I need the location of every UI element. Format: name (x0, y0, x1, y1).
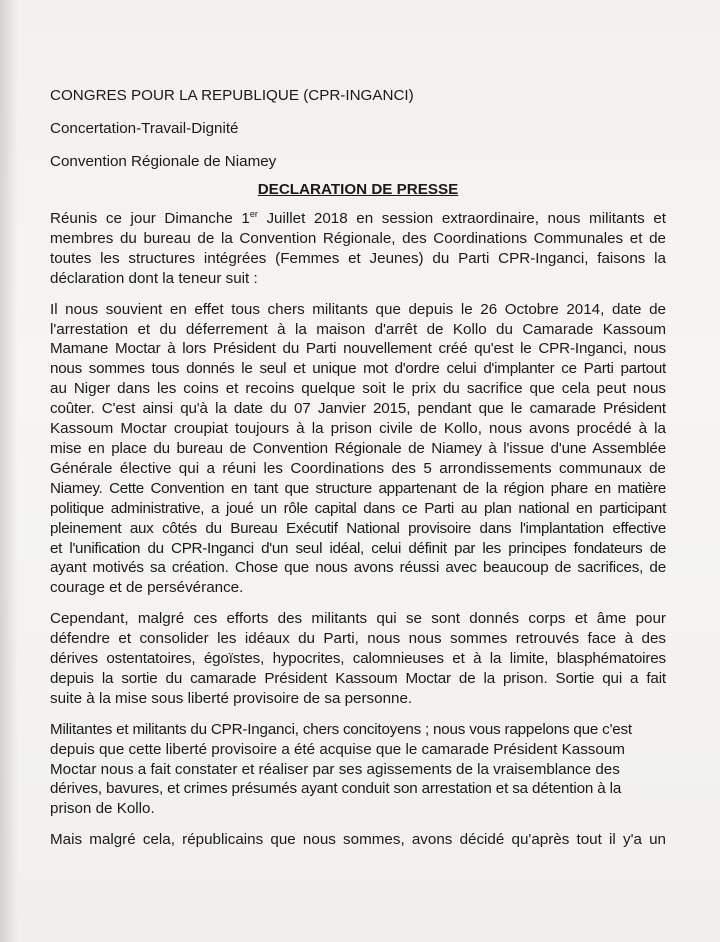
paragraph-2-line: et l'unification du CPR-Inganci d'un seul idéal, celui définit par les principes fondateurs de (50, 539, 666, 557)
paragraph-5-line: Mais malgré cela, républicains que nous sommes, avons décidé qu'après tout il y'a un (50, 831, 666, 849)
document-title: DECLARATION DE PRESSE (257, 181, 459, 198)
paragraph-4-line: prison de Kollo. (50, 800, 155, 818)
paragraph-2-line: Mamane Moctar à lors Président du Parti nouvellement créé qu'est le CPR-Inganci, nous (50, 340, 666, 358)
paragraph-2-line: au Niger dans les coins et recoins quelque soit le prix du sacrifice que cela peut nous (50, 380, 666, 398)
paragraph-3 (50, 609, 666, 709)
paragraph-2-line: politique administrative, a joué un rôle capital dans ce Parti au plan national en participant (50, 499, 666, 517)
paragraph-4-line: depuis que cette liberté provisoire a été acquise que le camarade Président Kassoum (50, 740, 625, 758)
paragraph-2-line: Générale élective qui a réuni les Coordinations des 5 arrondissements communaux de (50, 459, 666, 477)
paragraph-1-line: déclaration dont la teneur suit : (50, 269, 258, 287)
paragraph-2-line: Kassoum Moctar croupiat toujours à la prison civile de Kollo, nous avons procédé à la (50, 420, 666, 438)
paragraph-2-line: coûter. C'est ainsi qu'à la date du 07 Janvier 2015, pendant que le camarade Président (50, 400, 666, 418)
org-name: CONGRES POUR LA REPUBLIQUE (CPR-INGANCI) (50, 87, 414, 104)
paragraph-2-line: Il nous souvient en effet tous chers militants que depuis le 26 Octobre 2014, date de (50, 300, 666, 318)
paragraph-1-line-1: Réunis ce jour Dimanche 1er Juillet 2018 en session extraordinaire, nous militants et (50, 209, 666, 227)
motto: Concertation-Travail-Dignité (50, 120, 239, 137)
regional-convention: Convention Régionale de Niamey (50, 153, 277, 170)
paragraph-1-line: membres du bureau de la Convention Régionale, des Coordinations Communales et de (50, 229, 666, 247)
paragraph-2-line: courage et de persévérance. (50, 579, 244, 597)
paragraph-3-line: Cependant, malgré ces efforts des militants qui se sont donnés corps et âme pour (50, 610, 666, 628)
paragraph-2-line: ayant motivés sa création. Chose que nous avons réussi avec beaucoup de sacrifices, de (50, 559, 666, 577)
ordinal-superscript: er (249, 209, 258, 219)
paragraph-3-line: suite à la mise sous liberté provisoire de sa personne. (50, 689, 413, 707)
paragraph-2-line: mise en place du bureau de Convention Régionale de Niamey à l'issue d'une Assemblée (50, 439, 666, 457)
paragraph-4-line: dérives, bavures, et crimes présumés ayant conduit son arrestation et sa détention à la (50, 780, 622, 798)
paragraph-1 (50, 209, 666, 289)
paragraph-4-line: Militantes et militants du CPR-Inganci, chers concitoyens ; nous vous rappelons que c'est (50, 720, 632, 738)
paragraph-2-line: nous sommes tous donnés le seul et unique mot d'ordre celui d'implanter ce Parti partout (50, 360, 666, 378)
document-body (50, 86, 666, 861)
paragraph-3-line: défendre et consolider les idéaux du Parti, nous nous sommes retrouvés face à des (50, 630, 666, 648)
paragraph-3-line: depuis la sortie du camarade Président Kassoum Moctar de la prison. Sortie qui a fait (50, 669, 666, 687)
paragraph-2-line: pleinement aux côtés du Bureau Exécutif National provisoire dans l'implantation effective (50, 519, 666, 537)
paragraph-2 (50, 300, 666, 599)
paragraph-4-line: Moctar nous a fait constater et réaliser par ses agissements de la vraisemblance des (50, 760, 620, 778)
paragraph-2-line: Niamey. Cette Convention en tant que structure appartenant de la région phare en matière (50, 479, 666, 497)
page-edge-shadow (0, 0, 18, 942)
paragraph-1-line: toutes les structures intégrées (Femmes et Jeunes) du Parti CPR-Inganci, faisons la (50, 249, 666, 267)
paragraph-4 (50, 720, 666, 820)
paragraph-2-line: l'arrestation et du déferrement à la maison d'arrêt de Kollo du Camarade Kassoum (50, 320, 666, 338)
paragraph-3-line: dérives ostentatoires, égoïstes, hypocrites, calomnieuses et à la limite, blasphématoires (50, 650, 666, 668)
paragraph-5 (50, 830, 666, 850)
